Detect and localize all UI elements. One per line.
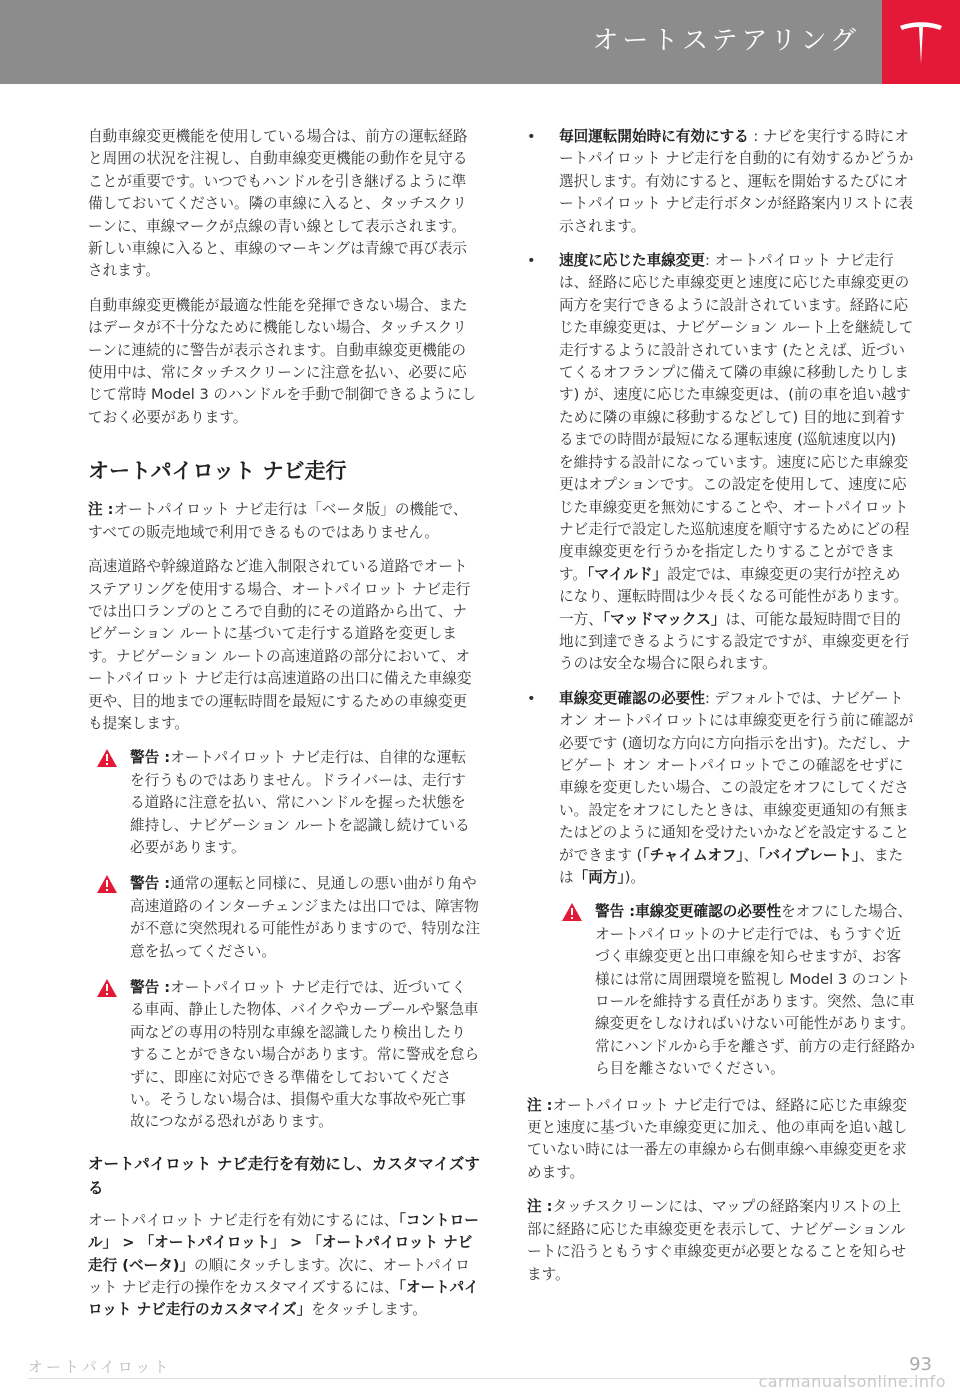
warning-icon [561, 902, 583, 922]
left-column [88, 126, 480, 1334]
note: 注 :タッチスクリーンには、マップの経路案内リストの上部に経路に応じた車線変更を表示して、ナビゲーションルートに沿うともうすぐ車線変更が必要となることを知らせます。 [527, 1198, 907, 1283]
page-title: オートステアリング [592, 26, 860, 56]
section-heading: オートパイロット ナビ走行 [88, 459, 347, 484]
paragraph: 自動車線変更機能を使用している場合は、前方の運転経路と周囲の状況を注視し、自動車線変更機能の動作を見守ることが重要です。いつでもハンドルを引き継げるように準備しておいてください。隣の車線に入ると、タッチスクリーンに、車線マークが点線の青い線として表示されます。新しい車線に入ると、車線のマーキングは青線で再び表示されます。 [88, 128, 468, 280]
note: 注 :オートパイロット ナビ走行では、経路に応じた車線変更と速度に基づいた車線変更に加え、他の車両を追い越していない時には一番左の車線から右側車線へ車線変更を求めます。 [527, 1096, 908, 1181]
note: 注 :オートパイロット ナビ走行は「ベータ版」の機能で、すべての販売地域で利用できるものではありません。 [88, 501, 468, 541]
tesla-logo-icon [896, 18, 946, 68]
warning-block: 警告 :オートパイロット ナビ走行は、自律的な運転を行うものではありません。ドライバーは、走行する道路に注意を払い、常にハンドルを握った状態を維持し、ナビゲーション ルートを認識し続けている必要があります。 [88, 747, 480, 859]
tesla-logo [882, 0, 960, 84]
warning-block: 警告 :通常の運転と同様に、見通しの悪い曲がり角や高速道路のインターチェンジまたは出口では、障害物が不意に突然現れる可能性がありますので、特別な注意を払ってください。 [88, 873, 480, 963]
warning-label: 警告 : [130, 749, 171, 767]
warning-icon [96, 748, 118, 768]
page-number: 93 [909, 1354, 932, 1375]
paragraph: オートパイロット ナビ走行を有効にするには、「コントロール」 > 「オートパイロット」 > 「オートパイロット ナビ走行 (ベータ)」の順にタッチします。次に、オートパイロット ナビ走行の操作をカスタマイズするには、「オートパイロット ナビ走行のカスタマイズ」をタッチします。 [88, 1211, 479, 1319]
warning-label: 警告 : [130, 979, 171, 996]
note-label: 注 : [88, 501, 114, 519]
warning-icon [96, 874, 118, 894]
paragraph: 高速道路や幹線道路など進入制限されている道路でオートステアリングを使用する場合、オートパイロット ナビ走行では出口ランプのところで自動的にその道路から出て、ナビゲーション ルートに基づいて走行する道路を変更します。ナビゲーション ルートの高速道路の部分において、オートパイロット ナビ走行は高速道路の出口に備えた車線変更や、目的地までの運転時間を最短にするための車線変更も提案します。 [88, 558, 472, 732]
list-item: • 車線変更確認の必要性: デフォルトでは、ナビゲート オン オートパイロットには車線変更を行う前に確認が必要です (適切な方向に方向指示を出す)。ただし、ナビゲート オン オートパイロットでこの確認をせずに車線を変更したい場合、この設定をオフにしてください。設定をオフにしたときは、車線変更通知の有無またはどのように通知を受けたいかなどを設定することができます (「チャイムオフ」、「バイブレート」、または「両方」)。 [527, 689, 914, 886]
subsection-heading: オートパイロット ナビ走行を有効にし、カスタマイズする [88, 1154, 480, 1197]
page-header [0, 0, 960, 84]
bullet-icon: • [527, 128, 536, 145]
watermark: carmanualsonline.info [758, 1372, 946, 1391]
right-column [527, 126, 915, 1298]
warning-block: 警告 :車線変更確認の必要性をオフにした場合、オートパイロットのナビ走行では、もうすぐ近づく車線変更と出口車線を知らせますが、お客様には常に周囲環境を監視し Model 3 のコントロールを維持する責任があります。突然、急に車線変更をしなければいけない可能性があります。常にハンドルから手を離さず、前方の走行経路から目を離さないでください。 [527, 901, 915, 1080]
list-item: • 毎回運転開始時に有効にする : ナビを実行する時にオートパイロット ナビ走行を自動的に有効するかどうか選択します。有効にすると、運転を開始するたびにオートパイロット ナビ走行ボタンが経路案内リストに表示されます。 [527, 128, 914, 235]
warning-icon [96, 978, 118, 998]
footer-section: オートパイロット [28, 1358, 172, 1376]
list-item: • 速度に応じた車線変更: オートパイロット ナビ走行は、経路に応じた車線変更と速度に応じた車線変更の両方を実行できるように設計されています。経路に応じた車線変更は、ナビゲーション ルート上を継続して走行するように設計されています (たとえば、近づいてくるオフランプに備えて隣の車線に移動したりします) が、速度に応じた車線変更は、(前の車を追い越すために隣の車線に移動するなどして) 目的地に到着するまでの時間が最短になる運転速度 (巡航速度以内) を維持する設計になっています。速度に応じた車線変更はオプションです。この設定を使用して、速度に応じた車線変更を無効にすることや、オートパイロット ナビ走行で設定した巡航速度を順守するためにどの程度車線変更を行うかを指定したりすることができます。「マイルド」設定では、車線変更の実行が控えめになり、運転時間は少々長くなる可能性があります。一方、「マッドマックス」は、可能な最短時間で目的地に到達できるようにする設定ですが、車線変更を行うのは安全な場合に限られます。 [527, 252, 914, 673]
bullet-icon: • [527, 252, 536, 270]
warning-label: 警告 : [130, 875, 171, 893]
warning-block: 警告 :オートパイロット ナビ走行では、近づいてくる車両、静止した物体、バイクやカープールや緊急車両などの専用の特別な車線を認識したり検出したりすることができない場合があります。常に警戒を怠らずに、即座に対応できる準備をしておいてください。そうしない場合は、損傷や重大な事故や死亡事故につながる恐れがあります。 [88, 977, 480, 1134]
paragraph: 自動車線変更機能が最適な性能を発揮できない場合、またはデータが不十分なために機能しない場合、タッチスクリーンに連続的に警告が表示されます。自動車線変更機能の使用中は、常にタッチスクリーンに注意を払い、必要に応じて常時 Model 3 のハンドルを手動で制御できるようにしておく必要があります。 [88, 296, 477, 426]
bullet-icon: • [527, 689, 536, 707]
